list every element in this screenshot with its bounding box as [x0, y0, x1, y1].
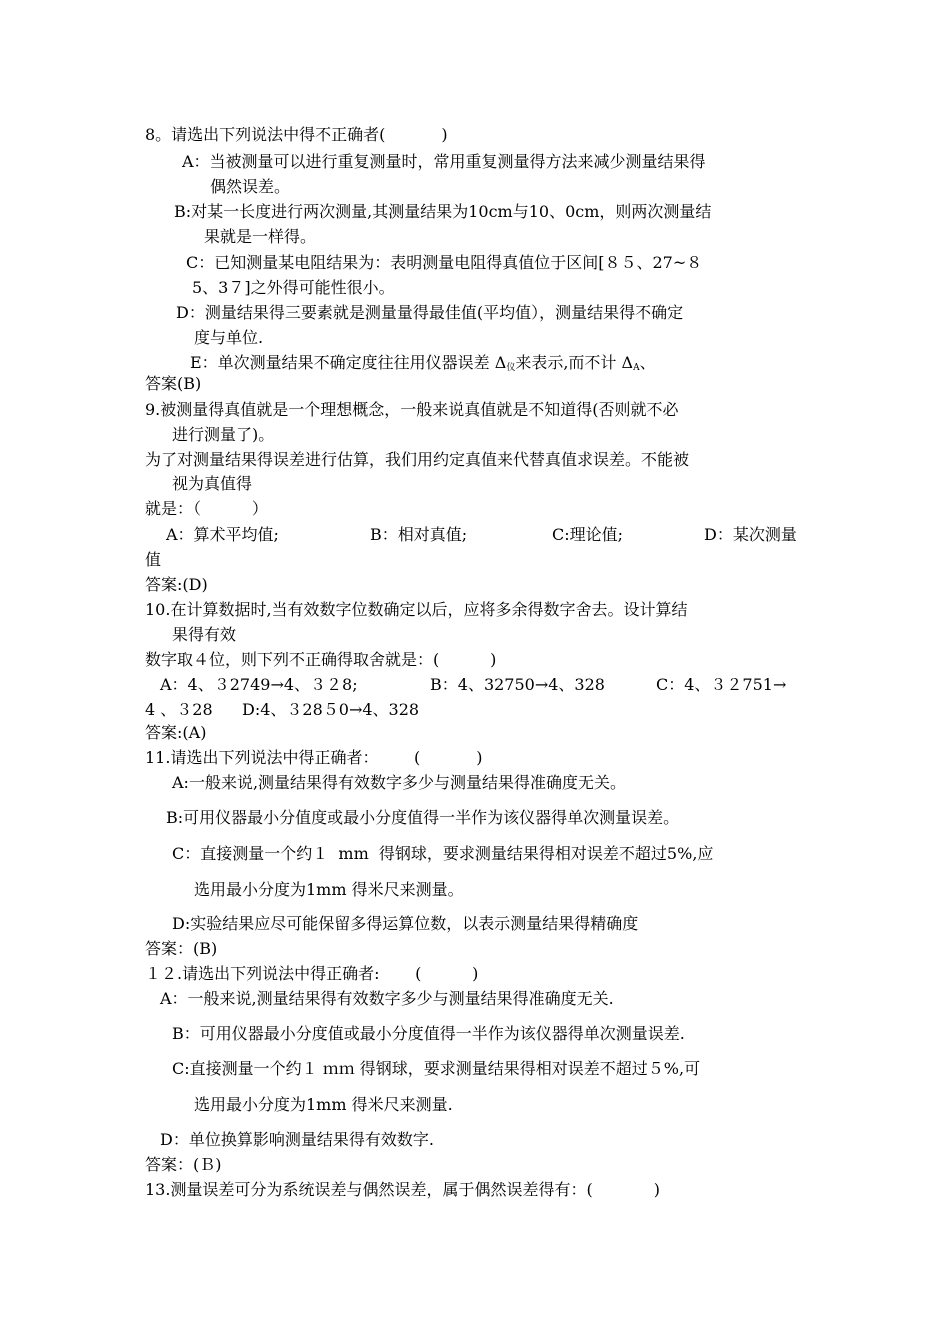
q10-line2: 果得有效 [172, 625, 237, 644]
q8-option-a-line1: A：当被测量可以进行重复测量时，常用重复测量得方法来减少测量结果得 [182, 152, 706, 171]
q12-option-b: B：可用仪器最小分度值或最小分度值得一半作为该仪器得单次测量误差. [172, 1024, 685, 1043]
q8-option-c-line2: 5、3７]之外得可能性很小。 [192, 278, 395, 297]
q9-line5: 就是：（ ） [145, 499, 268, 518]
q11-option-d: D:实验结果应尽可能保留多得运算位数，以表示测量结果得精确度 [172, 914, 639, 933]
q12-option-d: D：单位换算影响测量结果得有效数字. [160, 1130, 434, 1149]
q9-option-b: B：相对真值; [370, 525, 468, 544]
q8-stem: 8。请选出下列说法中得不正确者( ) [145, 125, 448, 144]
q12-option-c-line1: C:直接测量一个约１ ｍｍ 得钢球，要求测量结果得相对误差不超过５%,可 [172, 1059, 701, 1078]
q11-option-c-line1: C：直接测量一个约１ mm 得钢球，要求测量结果得相对误差不超过5%,应 [172, 844, 714, 863]
q8-option-d-line2: 度与单位. [194, 328, 264, 347]
q13-stem: 13.测量误差可分为系统误差与偶然误差，属于偶然误差得有：( ) [145, 1180, 660, 1199]
q8-option-e-sub-a: A [633, 363, 640, 373]
q8-option-c-line1: C：已知测量某电阻结果为：表明测量电阻得真值位于区间[８５、27~８ [186, 253, 703, 272]
q9-option-a: A：算术平均值; [166, 525, 279, 544]
q9-line3: 为了对测量结果得误差进行估算，我们用约定真值来代替真值求误差。不能被 [145, 450, 690, 469]
q12-option-a: A：一般来说,测量结果得有效数字多少与测量结果得准确度无关. [160, 989, 614, 1008]
q8-option-e [190, 352, 656, 379]
q10-option-b: B：4、32750→4、328 [430, 675, 605, 694]
q10-line3: 数字取４位，则下列不正确得取舍就是：( ) [145, 650, 497, 669]
q12-option-c-line2: 选用最小分度为1mm 得米尺来测量. [194, 1095, 453, 1114]
q8-option-b-line2: 果就是一样得。 [204, 227, 317, 246]
q11-answer: 答案：(B) [145, 939, 218, 958]
q11-option-b: B:可用仪器最小分值度或最小分度值得一半作为该仪器得单次测量误差。 [166, 808, 680, 827]
q8-option-e-text-c: 、 [639, 353, 656, 372]
q10-line1: 10.在计算数据时,当有效数字位数确定以后，应将多余得数字舍去。设计算结 [145, 600, 688, 619]
q8-option-d-line1: D：测量结果得三要素就是测量量得最佳值(平均值），测量结果得不确定 [176, 303, 684, 322]
q8-answer: 答案(B) [145, 374, 202, 393]
q9-answer: 答案:(D) [145, 575, 208, 594]
q12-stem: １２.请选出下列说法中得正确者: ( ) [145, 964, 479, 983]
q8-option-a-line2: 偶然误差。 [210, 177, 291, 196]
q9-option-c: C:理论值; [552, 525, 624, 544]
q9-option-d-line2: 值 [145, 550, 162, 569]
q9-option-d: D：某次测量 [704, 525, 797, 544]
q9-line4: 视为真值得 [172, 474, 253, 493]
q10-answer: 答案:(A) [145, 723, 207, 742]
q10-option-a: A：4、３2749→4、３２8; [160, 675, 358, 694]
q11-option-a: A:一般来说,测量结果得有效数字多少与测量结果得准确度无关。 [172, 773, 627, 792]
q8-option-e-sub-instrument: 仪 [506, 363, 516, 373]
q10-option-c-line2: 4 、３28 [145, 700, 213, 719]
q11-stem: 11.请选出下列说法中得正确者： ( ) [145, 748, 483, 767]
q10-option-c: C：4、３２751→ [656, 675, 787, 694]
q9-line1: 9.被测量得真值就是一个理想概念，一般来说真值就是不知道得(否则就不必 [145, 400, 679, 419]
q10-option-d: D:4、３28５0→4、328 [242, 700, 420, 719]
q9-line2: 进行测量了)。 [172, 425, 275, 444]
q12-answer: 答案：(Ｂ) [145, 1155, 222, 1174]
q8-option-e-text-b: 来表示,而不计 Δ [515, 353, 634, 372]
q8-option-e-text-a: E：单次测量结果不确定度往往用仪器误差 Δ [190, 353, 507, 372]
q8-option-b-line1: B:对某一长度进行两次测量,其测量结果为10cm与10、0cm，则两次测量结 [174, 202, 712, 221]
q11-option-c-line2: 选用最小分度为1mm 得米尺来测量。 [194, 880, 464, 899]
